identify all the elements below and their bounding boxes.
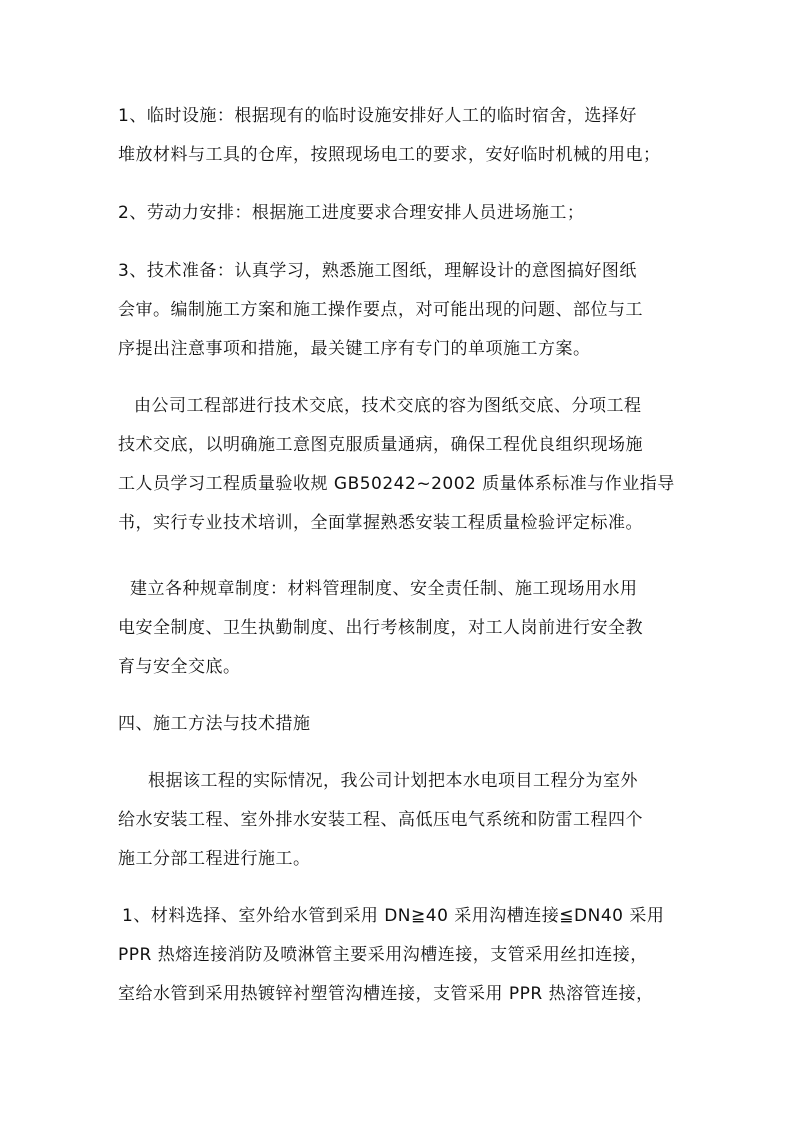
text-line: 工人员学习工程质量验收规 GB50242~2002 质量体系标准与作业指导 bbox=[118, 474, 675, 494]
paragraph-labor-arrangement bbox=[118, 194, 680, 233]
text-line: 书，实行专业技术培训，全面掌握熟悉安装工程质量检验评定标准。 bbox=[118, 513, 643, 533]
text-line: 给水安装工程、室外排水安装工程、高低压电气系统和防雷工程四个 bbox=[118, 810, 643, 830]
text-line: 1、材料选择、室外给水管到采用 DN≧40 采用沟槽连接≦DN40 采用 bbox=[122, 906, 665, 926]
text-line: 3、技术准备：认真学习，熟悉施工图纸，理解设计的意图搞好图纸 bbox=[118, 261, 637, 281]
text-line: 施工分部工程进行施工。 bbox=[118, 849, 311, 869]
text-line: 四、施工方法与技术措施 bbox=[118, 714, 311, 734]
paragraph-project-division bbox=[118, 762, 710, 879]
text-line: 堆放材料与工具的仓库，按照现场电工的要求，安好临时机械的用电； bbox=[118, 145, 661, 165]
text-line: 室给水管到采用热镀锌衬塑管沟槽连接，支管采用 PPR 热溶管连接， bbox=[118, 984, 654, 1004]
paragraph-material-selection bbox=[118, 897, 684, 1014]
text-line: 育与安全交底。 bbox=[118, 657, 241, 677]
text-line: 2、劳动力安排：根据施工进度要求合理安排人员进场施工； bbox=[118, 203, 585, 223]
text-line: PPR 热熔连接消防及喷淋管主要采用沟槽连接，支管采用丝扣连接， bbox=[118, 945, 648, 965]
text-line: 由公司工程部进行技术交底，技术交底的容为图纸交底、分项工程 bbox=[134, 396, 642, 416]
text-line: 技术交底，以明确施工意图克服质量通病，确保工程优良组织现场施 bbox=[118, 435, 643, 455]
paragraph-temporary-facilities bbox=[118, 97, 680, 175]
text-line: 会审。编制施工方案和施工操作要点，对可能出现的问题、部位与工 bbox=[118, 300, 643, 320]
paragraph-technical-preparation bbox=[118, 252, 680, 369]
text-line: 建立各种规章制度：材料管理制度、安全责任制、施工现场用水用 bbox=[130, 579, 638, 599]
text-line: 根据该工程的实际情况，我公司计划把本水电项目工程分为室外 bbox=[148, 771, 638, 791]
section-heading-construction-methods bbox=[118, 705, 680, 744]
text-line: 1、临时设施：根据现有的临时设施安排好人工的临时宿舍，选择好 bbox=[118, 106, 637, 126]
paragraph-technical-disclosure bbox=[118, 387, 696, 543]
text-line: 电安全制度、卫生执勤制度、出行考核制度，对工人岗前进行安全教 bbox=[118, 618, 643, 638]
text-line: 序提出注意事项和措施，最关键工序有专门的单项施工方案。 bbox=[118, 339, 591, 359]
paragraph-rules-regulations bbox=[118, 570, 692, 687]
